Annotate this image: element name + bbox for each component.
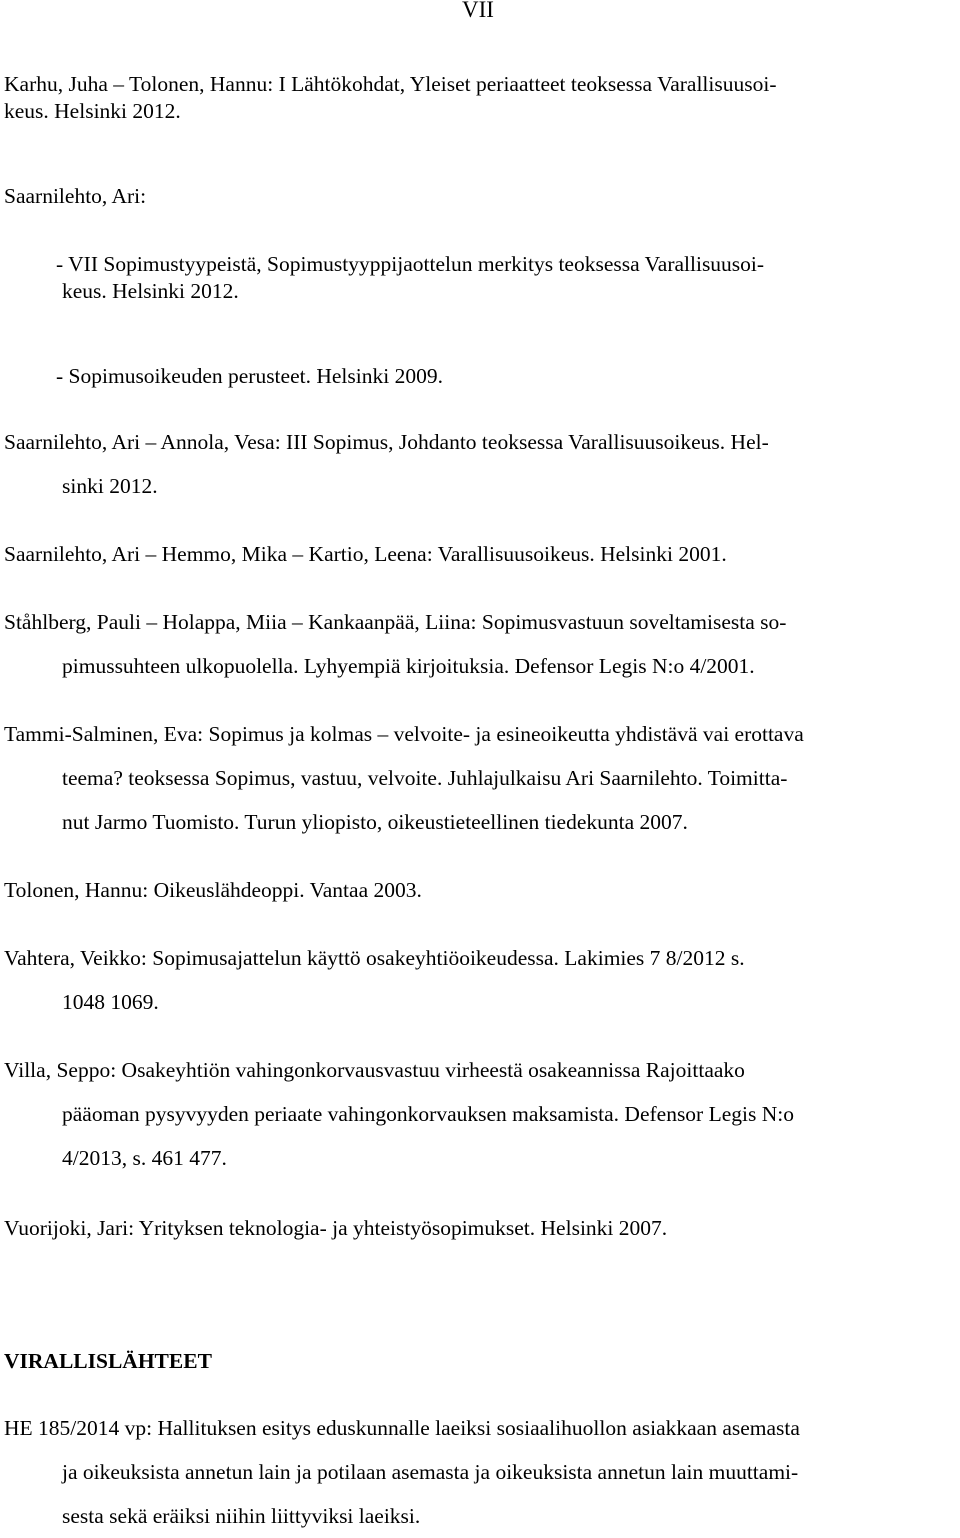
reference-line: 1048 1069. (62, 990, 159, 1014)
reference-saarnilehto-hemmo-kartio: Saarnilehto, Ari – Hemmo, Mika – Kartio, Leena: Varallisuusoikeus. Helsinki 2001. (4, 542, 727, 566)
reference-line: teema? teoksessa Sopimus, vastuu, velvoite. Juhlajulkaisu Ari Saarnilehto. Toimitta- (62, 766, 788, 790)
reference-saarnilehto-annola (4, 420, 956, 508)
official-source-he-185-2014 (4, 1406, 956, 1538)
reference-line: sesta sekä eräiksi niihin liittyviksi laeiksi. (62, 1504, 421, 1528)
reference-line: - Sopimusoikeuden perusteet. Helsinki 2009. (56, 364, 443, 388)
reference-line: HE 185/2014 vp: Hallituksen esitys eduskunnalle laeiksi sosiaalihuollon asiakkaan asemasta (4, 1416, 800, 1440)
reference-line: Tammi-Salminen, Eva: Sopimus ja kolmas – velvoite- ja esineoikeutta yhdistävä vai erottava (4, 722, 804, 746)
reference-line: keus. Helsinki 2012. (62, 279, 239, 303)
reference-saarnilehto-author: Saarnilehto, Ari: (4, 184, 147, 208)
reference-vahtera (4, 936, 956, 1024)
reference-vuorijoki: Vuorijoki, Jari: Yrityksen teknologia- ja yhteistyösopimukset. Helsinki 2007. (4, 1216, 668, 1240)
section-heading-virallislahteet: VIRALLISLÄHTEET (4, 1349, 212, 1373)
page-number: VII (462, 0, 494, 22)
reference-line: pimussuhteen ulkopuolella. Lyhyempiä kirjoituksia. Defensor Legis N:o 4/2001. (62, 654, 755, 678)
reference-saarnilehto-perusteet (4, 354, 956, 398)
reference-line: Villa, Seppo: Osakeyhtiön vahingonkorvausvastuu virheestä osakeannissa Rajoittaako (4, 1058, 745, 1082)
reference-line: 4/2013, s. 461 477. (62, 1146, 227, 1170)
reference-line: keus. Helsinki 2012. (4, 99, 181, 123)
reference-line: pääoman pysyvyyden periaate vahingonkorvauksen maksamista. Defensor Legis N:o (62, 1102, 794, 1126)
reference-line: Karhu, Juha – Tolonen, Hannu: I Lähtökohdat, Yleiset periaatteet teoksessa Varallisuusoi- (4, 72, 777, 96)
reference-line: Vahtera, Veikko: Sopimusajattelun käyttö osakeyhtiöoikeudessa. Lakimies 7 8/2012 s. (4, 946, 745, 970)
reference-line: sinki 2012. (62, 474, 158, 498)
reference-line: ja oikeuksista annetun lain ja potilaan asemasta ja oikeuksista annetun lain muuttami- (62, 1460, 799, 1484)
reference-line: - VII Sopimustyypeistä, Sopimustyyppijaottelun merkitys teoksessa Varallisuusoi- (56, 252, 765, 276)
reference-line: Saarnilehto, Ari – Annola, Vesa: III Sopimus, Johdanto teoksessa Varallisuusoikeus. Hel- (4, 430, 769, 454)
reference-line: nut Jarmo Tuomisto. Turun yliopisto, oikeustieteellinen tiedekunta 2007. (62, 810, 688, 834)
reference-karhu-tolonen (4, 62, 956, 133)
reference-tammi-salminen (4, 712, 956, 844)
reference-saarnilehto-sopimustyypeista (4, 242, 956, 313)
reference-villa (4, 1048, 956, 1180)
reference-line: Ståhlberg, Pauli – Holappa, Miia – Kankaanpää, Liina: Sopimusvastuun soveltamisesta so- (4, 610, 787, 634)
reference-tolonen: Tolonen, Hannu: Oikeuslähdeoppi. Vantaa 2003. (4, 878, 422, 902)
reference-stahlberg-holappa-kankaanpaa (4, 600, 956, 688)
